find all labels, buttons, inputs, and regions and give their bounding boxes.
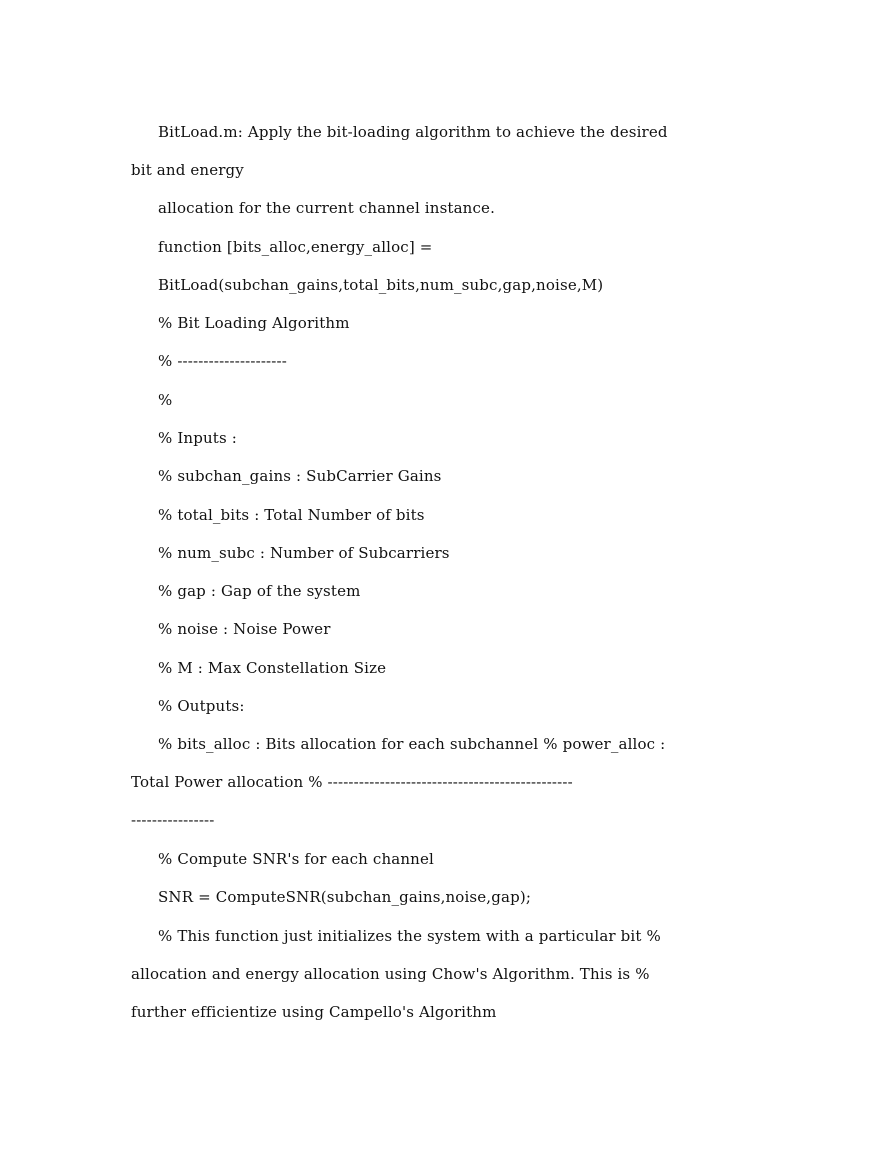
doc-line: % Bit Loading Algorithm bbox=[158, 314, 350, 332]
doc-line: % bits_alloc : Bits allocation for each subchannel % power_alloc : bbox=[158, 735, 666, 753]
doc-line: allocation and energy allocation using Chow's Algorithm. This is % bbox=[131, 965, 650, 983]
doc-line: % gap : Gap of the system bbox=[158, 582, 361, 600]
doc-line: % bbox=[158, 391, 173, 409]
doc-line: % noise : Noise Power bbox=[158, 620, 331, 638]
doc-line: function [bits_alloc,energy_alloc] = bbox=[158, 238, 433, 256]
doc-line: BitLoad.m: Apply the bit-loading algorithm to achieve the desired bbox=[158, 123, 668, 141]
doc-line: bit and energy bbox=[131, 161, 244, 179]
doc-line: % num_subc : Number of Subcarriers bbox=[158, 544, 450, 562]
doc-line: BitLoad(subchan_gains,total_bits,num_subc,gap,noise,M) bbox=[158, 276, 604, 294]
doc-line: SNR = ComputeSNR(subchan_gains,noise,gap); bbox=[158, 888, 532, 906]
doc-line: % total_bits : Total Number of bits bbox=[158, 506, 425, 524]
doc-line: % Outputs: bbox=[158, 697, 245, 715]
doc-line: % Compute SNR's for each channel bbox=[158, 850, 434, 868]
doc-line: further efficientize using Campello's Algorithm bbox=[131, 1003, 497, 1021]
doc-line: Total Power allocation % ----------------------------------------------- bbox=[131, 773, 573, 791]
doc-line: % subchan_gains : SubCarrier Gains bbox=[158, 467, 442, 485]
doc-line: % --------------------- bbox=[158, 352, 287, 370]
doc-line: % M : Max Constellation Size bbox=[158, 659, 387, 677]
doc-line: % This function just initializes the system with a particular bit % bbox=[158, 927, 661, 945]
doc-line: % Inputs : bbox=[158, 429, 237, 447]
doc-line: allocation for the current channel instance. bbox=[158, 199, 495, 217]
doc-line: ---------------- bbox=[131, 811, 215, 829]
